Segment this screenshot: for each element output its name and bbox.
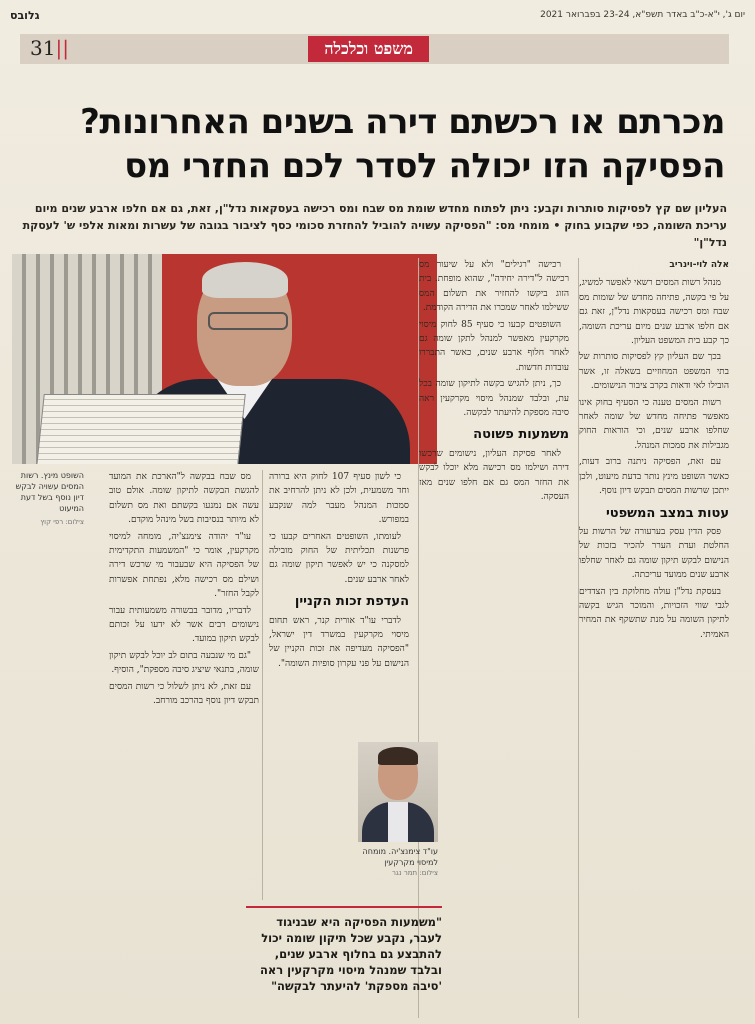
section-heading: העדפת זכות הקניין	[294, 594, 409, 610]
paragraph: מנהל רשות המסים רשאי לאפשר למשיג, על פי בקשה, פתיחה מחדש של שומות מס שבח ומס רכישה בעסקאות נדל"ן, זאת גם אם חלפו ארבע שנים מיום עריכת השומה, כך קבע בית המשפט העליון.	[579, 278, 729, 347]
paragraph: עם זאת, הפסיקה ניתנה ברוב דעות, כאשר השופט מינץ נותר בדעת מיעוט, ולכן ייתכן שרשות המסים תבקש דיון נוסף.	[579, 457, 729, 497]
page-number-value: 31	[30, 36, 56, 60]
article-column-4	[109, 470, 259, 1010]
paragraph: רכישה "רגילים" ולא על שיעור מס רכישה ל"דירה יחידה", שהוא מופחת. בית הזוג ביקשו להחזיר את תשלום המס ששילמו לאחר שמכרו את הדירה הקודמת.	[419, 260, 569, 314]
article-column-1	[579, 258, 729, 1018]
date-line: יום ג', י"א-כ"ב באדר תשפ"א, 23-24 בפברואר 2021	[540, 10, 745, 20]
headline-line-2: הפסיקה הזו יכולה לסדר לכם החזרי מס	[124, 146, 725, 186]
paragraph: לדבריו, מדובר בבשורה משמעותית עבור נישומים רבים אשר לא ידעו על זכותם לבקש תיקון במועד.	[109, 605, 259, 645]
paragraph: פסק הדין עסק בערעורה של הרשות על החלטת ועדת הערר להכיר בזכות של הנישום לבקש תיקון שומה גם לאחר שחלפו ארבע שנים ממועד עריכתה.	[579, 526, 729, 581]
byline: אלה לוי-וינריב	[669, 260, 729, 270]
top-info-bar	[0, 0, 755, 30]
paragraph: רשות המסים טענה כי הסעיף בחוק אינו מאפשר פתיחה מחדש של שומה לאחר שחלפו ארבע שנים, וכי הוראות החוק מגבילות את סמכות המנהל.	[579, 397, 729, 451]
paragraph: "גם מי שנבעה בתום לב יוכל לבקש תיקון שומה, בתנאי שיציג סיבה מספקת", הוסיף.	[109, 650, 259, 676]
expert-portrait-caption	[358, 846, 438, 879]
paragraph: בכך שם העליון קץ לפסיקות סותרות של בתי המשפט המחוזיים בשאלה זו, אשר הובילו לאי ודאות בקרב ציבור הנישומים.	[579, 352, 729, 392]
judge-photo	[12, 254, 437, 464]
section-heading: משמעות פשוטה	[473, 427, 569, 443]
portrait-hair	[378, 747, 418, 765]
portrait-credit: צילום: תמר נגר	[391, 869, 438, 877]
paragraph: כך, ניתן להגיש בקשה לתיקון שומה בכל עת, ובלבד שמנהל מיסוי מקרקעין ראה סיבה מספקת להיעתר לבקשה.	[419, 379, 569, 419]
pull-quote	[246, 906, 442, 994]
paragraph: לדברי עו"ד אורית קנר, ראש תחום מיסוי מקרקעין במשרד דין ישראל, "הפסיקה מעדיפה את זכות הקניין של הנישום על פני עקרון סופיות השומה".	[269, 615, 409, 669]
page-number	[30, 36, 73, 60]
article-column-2	[419, 258, 569, 1018]
judge-photo-credit: צילום: רפי קוץ	[40, 518, 84, 526]
paragraph: מס שבח בבקשה ל"הארכת את המועד להגשת הבקשה לתיקון שומה. אולם טוב עשה אם נמנעו בקשתם ואת מס תשלום לא מיותר בנסיבות בשל מינהל מוקדם.	[109, 472, 259, 526]
paragraph: השופטים קבעו כי סעיף 85 לחוק מיסוי מקרקעין מאפשר למנהל לתקן שומה גם לאחר חלוף ארבע שנים, כאשר התבררו עובדות חדשות.	[419, 319, 569, 373]
brand-logo: גלובס	[10, 8, 40, 22]
portrait-shirt	[388, 802, 408, 842]
column-rule	[262, 470, 263, 900]
paragraph: כי לשון סעיף 107 לחוק היא ברורה וחד משמעית, ולכן לא ניתן להרחיב את סמכות המנהל מעבר למה שנקבע במפורש.	[269, 472, 409, 526]
judge-photo-caption	[14, 470, 84, 528]
paragraph: לאחר פסיקת העליון, נישומים שרכשו דירה ושילמו מס רכישה מלא יוכלו לבקש את החזר המס גם אם חלפו שנים מאז העסקה.	[419, 448, 569, 503]
photo-glasses	[208, 312, 288, 330]
section-bar	[20, 34, 729, 64]
subheadline: העליון שם קץ לפסיקות סותרות וקבע: ניתן לפתוח מחדש שומת מס שבח ומס רכישה בעסקאות נדל"ן, זאת, גם אם חלפו ארבע שנים מיום עריכת השומה, כפי שקבוע בחוק • מומחי מס: "הפסיקה עשויה להוביל להחזרת סכומי כסף לציבור בגובה של עשרות ומאות אלפי ש' לעסקת נדל"ן"	[22, 202, 727, 249]
section-tag: משפט וכלכלה	[308, 36, 429, 62]
paragraph: עם זאת, לא ניתן לשלול כי רשות המסים תבקש דיון נוסף בהרכב מורחב.	[109, 681, 259, 707]
judge-caption-text: השופט מינץ. רשות המסים עשויה לבקש דיון נוסף בשל דעת המיעוט	[15, 471, 84, 513]
section-heading: עטות במצב המשפטי	[605, 505, 729, 521]
expert-portrait	[358, 742, 438, 842]
paragraph: בעסקת נדל"ן עולה מחלוקת בין הצדדים לגבי שווי הזכויות, והמוכר הגיש בקשה לתיקון השומה על מנת שתשקף את המחיר האמיתי.	[579, 586, 729, 640]
pull-quote-text: "משמעות הפסיקה היא שבניגוד לעבר, נקבע שכל תיקון שומה יכול להתבצע גם בחלוף ארבע שנים, ובלבד שמנהל מיסוי מקרקעין ראה 'סיבה מספקת' להיעתר לבקשה"	[259, 915, 442, 993]
headline	[60, 100, 725, 188]
photo-papers	[36, 394, 246, 464]
headline-line-1: מכרתם או רכשתם דירה בשנים האחרונות?	[80, 102, 725, 142]
photo-hair	[202, 262, 288, 298]
paragraph: עו"ד יהודה צימנצ'יה, מומחה למיסוי מקרקעין, אומר כי "המשמעות התקדימית של הפסיקה היא שבעבור מי שרכש דירה ושילם מס רכישה מלא, נפתחת אפשרות לקבל החזר".	[109, 531, 259, 600]
page-number-separator-icon: ||	[55, 36, 69, 60]
article-column-3	[269, 470, 409, 740]
portrait-caption-text: עו"ד צימנצ'יה. מומחה למיסוי מקרקעין	[362, 847, 438, 867]
paragraph: לעומתו, השופטים האחרים קבעו כי פרשנות תכליתית של החוק מובילה למסקנה כי יש לאפשר תיקון שומה גם לאחר ארבע שנים.	[269, 531, 409, 585]
